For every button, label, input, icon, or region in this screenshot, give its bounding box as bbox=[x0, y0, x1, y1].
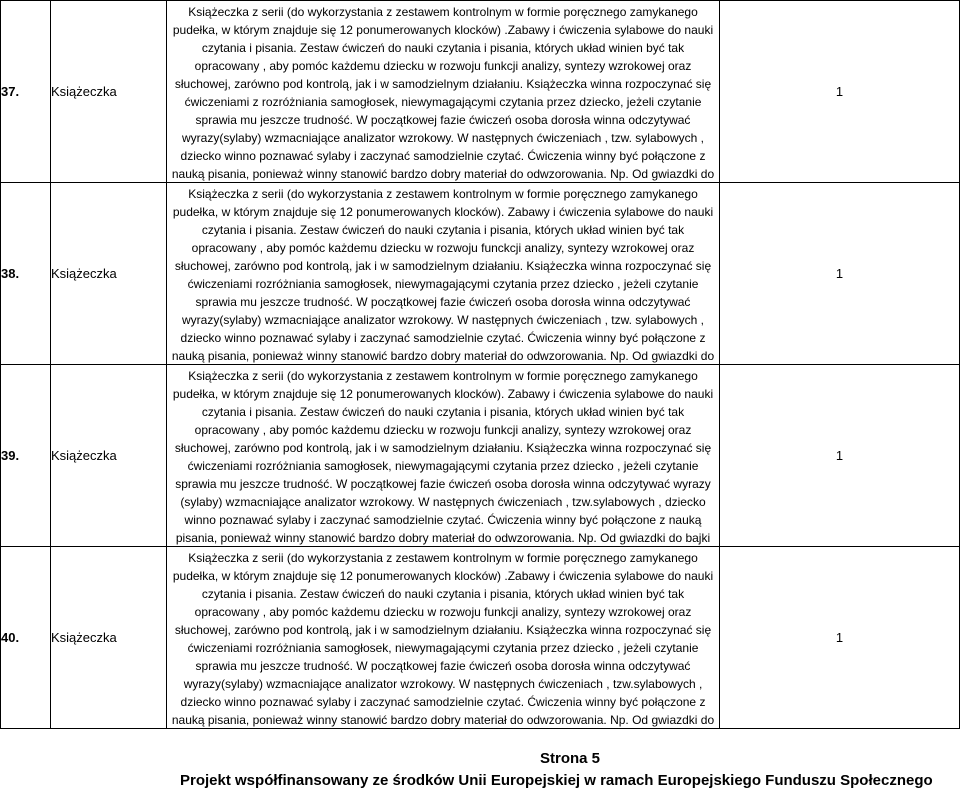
table-row bbox=[1, 365, 960, 547]
item-quantity: 1 bbox=[720, 183, 960, 365]
table-row bbox=[1, 1, 960, 183]
table-row bbox=[1, 547, 960, 729]
item-name: Książeczka bbox=[51, 547, 167, 729]
row-number: 39. bbox=[1, 365, 51, 547]
project-funding-note: Projekt współfinansowany ze środków Unii Europejskiej w ramach Europejskiego Funduszu Społecznego bbox=[180, 772, 933, 789]
item-quantity: 1 bbox=[720, 365, 960, 547]
item-description: Książeczka z serii (do wykorzystania z zestawem kontrolnym w formie poręcznego zamykanego pudełka, w którym znajduje się 12 ponumerowanych klocków). Zabawy i ćwiczenia sylabowe do nauki czytania i pisania. Zestaw ćwiczeń do nauki czytania i pisania, których układ winien być tak opracowany , aby pomóc każdemu dziecku w rozwoju funkcji analizy, syntezy wzrokowej oraz słuchowej, zarówno pod kontrolą, jak i w samodzielnym działaniu. Książeczka winna rozpoczynać się ćwiczeniami rozróżniania samogłosek, niewymagającymi czytania przez dziecko , jeżeli czytanie sprawia mu jeszcze trudność. W początkowej fazie ćwiczeń osoba dorosła winna odczytywać wyrazy (sylaby) wzmacniające analizator wzrokowy. W następnych ćwiczeniach , tzw.sylabowych , dziecko winno poznawać sylaby i zaczynać samodzielnie czytać. Ćwiczenia winny być połączone z nauką pisania, ponieważ winny stanowić bardzo dobry materiał do odwzorowania. Np. Od gwiazdki do bajki bbox=[172, 369, 714, 545]
page-number: Strona 5 bbox=[539, 750, 600, 767]
item-description-cell bbox=[167, 1, 720, 183]
row-number: 37. bbox=[1, 1, 51, 183]
item-name: Książeczka bbox=[51, 183, 167, 365]
item-description: Książeczka z serii (do wykorzystania z zestawem kontrolnym w formie poręcznego zamykanego pudełka, w którym znajduje się 12 ponumerowanych klocków). Zabawy i ćwiczenia sylabowe do nauki czytania i pisania. Zestaw ćwiczeń do nauki czytania i pisania, których układ winien być tak opracowany , aby pomóc każdemu dziecku w rozwoju funckcji analizy, syntezy wzrokowej oraz słuchowej, zarówno pod kontrolą, jak i w samodzielnym działaniu. Książeczka winna rozpoczynać się ćwiczeniami rozróżniania samogłosek, niewymagającymi czytania przez dziecko , jeżeli czytanie sprawia mu jeszcze trudność. W początkowej fazie ćwiczeń osoba dorosła winna odczytywać wyrazy(sylaby) wzmacniające analizator wzrokowy. W następnych ćwiczeniach , tzw. sylabowych , dziecko winno poznawać sylaby i zaczynać samodzielnie czytać. Ćwiczenia winny być połączone z nauką pisania, ponieważ winny stanowić bardzo dobry materiał do odwzorowania. Np. Od gwiazdki do bbox=[171, 187, 715, 363]
row-number: 38. bbox=[1, 183, 51, 365]
item-name: Książeczka bbox=[51, 1, 167, 183]
row-number: 40. bbox=[1, 547, 51, 729]
item-name: Książeczka bbox=[51, 365, 167, 547]
item-quantity: 1 bbox=[720, 1, 960, 183]
table-row bbox=[1, 183, 960, 365]
item-description-cell bbox=[167, 183, 720, 365]
item-description: Książeczka z serii (do wykorzystania z zestawem kontrolnym w formie poręcznego zamykanego pudełka, w którym znajduje się 12 ponumerowanych klocków) .Zabawy i ćwiczenia sylabowe do nauki czytania i pisania. Zestaw ćwiczeń do nauki czytania i pisania, których układ winien być tak opracowany , aby pomóc każdemu dziecku w rozwoju funkcji analizy, syntezy wzrokowej oraz słuchowej, zarówno pod kontrolą, jak i w samodzielnym działaniu. Książeczka winna rozpoczynać się ćwiczeniami z rozróżniania samogłosek, niewymagającymi czytania przez dziecko, jeżeli czytanie sprawia mu jeszcze trudność. W początkowej fazie ćwiczeń osoba dorosła winna odczytywać wyrazy(sylaby) wzmacniające analizator wzrokowy. W następnych ćwiczeniach , tzw. sylabowych , dziecko winno poznawać sylaby i zaczynać samodzielnie czytać. Ćwiczenia winny być połączone z nauką pisania, ponieważ winny stanowić bardzo dobry materiał do odwzorowania. Np. Od gwiazdki do bbox=[171, 5, 715, 181]
item-quantity: 1 bbox=[720, 547, 960, 729]
item-description: Książeczka z serii (do wykorzystania z zestawem kontrolnym w formie poręcznego zamykanego pudełka, w którym znajduje się 12 ponumerowanych klocków) .Zabawy i ćwiczenia sylabowe do nauki czytania i pisania. Zestaw ćwiczeń do nauki czytania i pisania, których układ winien być tak opracowany , aby pomóc każdemu dziecku w rozwoju funkcji analizy, syntezy wzrokowej oraz słuchowej, zarówno pod kontrolą, jak i w samodzielnym działaniu. Książeczka winna rozpoczynać się ćwiczeniami rozróżniania samogłosek, niewymagającymi czytania przez dziecko , jeżeli czytanie sprawia mu jeszcze trudność. W początkowej fazie ćwiczeń osoba dorosła winna odczytywać wyrazy(sylaby) wzmacniające analizator wzrokowy. W następnych ćwiczeniach , tzw.sylabowych , dziecko winno poznawać sylaby i zaczynać samodzielnie czytać. Ćwiczenia winny być połączone z nauką pisania, ponieważ winny stanowić bardzo dobry materiał do odwzorowania. Np. Od gwiazdki do bbox=[171, 551, 715, 727]
item-description-cell bbox=[167, 547, 720, 729]
item-description-cell bbox=[167, 365, 720, 547]
